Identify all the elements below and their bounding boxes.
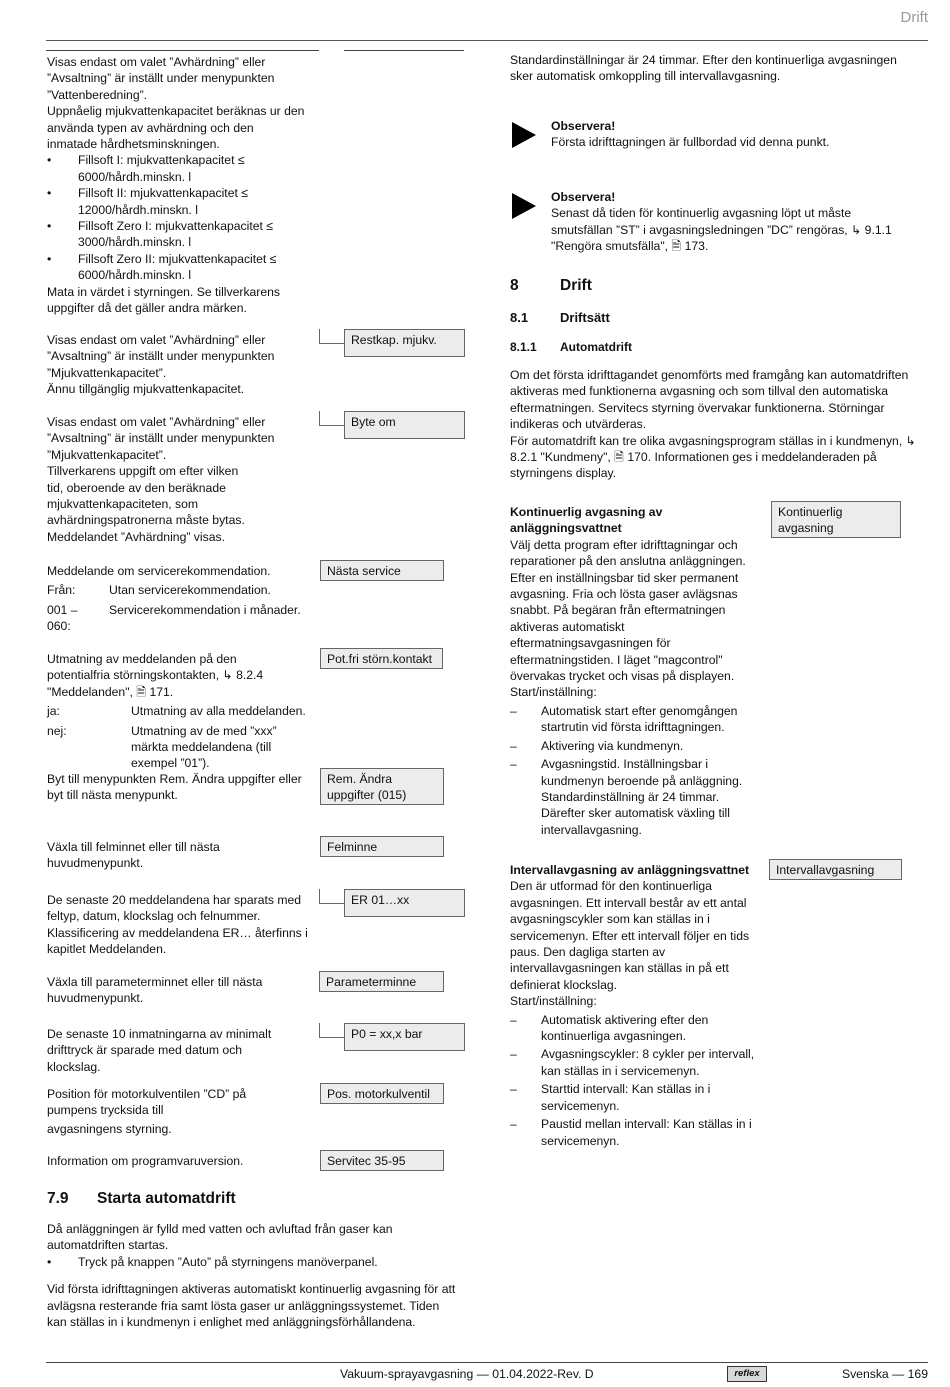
term: Från: [47,583,76,598]
list-item: – Avgasningscykler: 8 cykler per intervall, kan ställas in i servicemenyn. [510,1047,755,1078]
block-fault-memory [47,839,267,872]
menu-box-next-service: Nästa service [320,560,444,581]
list-item: • Fillsoft Zero I: mjukvattenkapacitet ≤ 3000/hårdh.minskn. l [47,219,273,250]
paragraph: De senaste 20 meddelandena har sparats med feltyp, datum, klockslag och felnummer. [47,893,302,924]
paragraph: Då anläggningen är fylld med vatten och avluftad från gaser kan automatdriften startas. [47,1222,393,1253]
menu-box-motor-valve: Pos. motorkulventil [320,1083,444,1104]
paragraph: Uppnåelig mjukvattenkapacitet beräknas ur den använda typen av avhärdning och den inmatade hårdhetsminskningen. [47,104,305,152]
menu-box-replace: Byte om [344,411,465,439]
paragraph: Ännu tillgänglig mjukvattenkapacitet. [47,382,245,397]
paragraph: Den är utformad för den kontinuerliga avgasningen. Ett intervall består av ett antal avgasningscykler som kan ställas in i servicemenyn. Efter ett intervall följer en tids paus. Den dagliga starten av intervallavgasningen kan ställas in på ett definierat klockslag. [510,879,750,992]
paragraph: För automatdrift kan tre olika avgasningsprogram ställas in i kundmenyn, ↳ 8.2.1 "Kundmeny", 🗎 170. Informationen ges i meddelanderaden på styrningens display. [510,433,916,481]
definition: Utmatning av de med ”xxx” märkta meddelandena (till exempel ”01”). [131,723,277,771]
paragraph: Position för motorkulventilen ”CD” på pumpens trycksida till [47,1087,247,1118]
header-rule [46,40,928,41]
footer-rule [46,1362,928,1363]
list-item: – Automatisk aktivering efter den kontinuerliga avgasningen. [510,1012,709,1044]
block-rest-capacity [47,332,287,398]
paragraph: Meddelandet ”Avhärdning” visas. [47,529,225,544]
paragraph: Om det första idrifttagandet genomförts med framgång kan automatdriften aktiveras med funktionerna avgasning och som tillval den automatiska eftermatningen. Servitecs styrning övervakar funktionerna. Störningar indikeras och utvärderas. [510,368,909,432]
paragraph: Start/inställning: [510,994,597,1009]
list-item: – Paustid mellan intervall: Kan ställas in i servicemenyn. [510,1117,752,1148]
brand-logo: reflex [727,1366,767,1382]
paragraph: Utmatning av meddelanden på den potentialfria störningskontakten, ↳ 8.2.4 "Meddelanden", 🗎 171. [47,652,264,699]
paragraph: Byt till menypunkten Rem. Ändra uppgifter eller byt till nästa menypunkt. [47,772,302,803]
footer-language-page: Svenska — 169 [841,1367,928,1381]
paragraph: Växla till parameterminnet eller till nästa huvudmenypunkt. [47,975,263,1006]
term: nej: [47,723,67,738]
section-heading-8-1-1: 8.1.1 Automatdrift [510,340,632,354]
block-replace [47,414,287,545]
section-header-title: Drift [900,9,928,26]
block-next-service [47,563,307,635]
note-box [551,118,911,151]
paragraph: Tillverkarens uppgift om efter vilken tid, oberoende av den beräknade mjukvattenkapaciteten, som avhärdningspatronerna måste bytas. [47,464,245,528]
paragraph: Meddelande om servicerekommendation. [47,564,271,578]
section-heading-8-1: 8.1 Driftsätt [510,310,610,325]
menu-connector [319,411,346,426]
paragraph: Vid första idrifttagningen aktiveras automatiskt kontinuerlig avgasning för att avlägsna resterande fria samt lösta gaser ur anläggningssystemet. Tiden kan ställas in i kundmenyn i enlighet med anläggningsförhållandena. [47,1282,456,1330]
definition: Utan servicerekommendation. [109,583,271,598]
list-item: – Avgasningstid. Inställningsbar i kundmenyn beroende på anläggning. Standardinställning är 24 timmar. Därefter sker automatisk växling till intervallavgasning. [510,757,743,837]
left-text-rule [46,50,319,51]
block-error-list [47,892,309,958]
block-parameter-memory [47,974,267,1007]
interval-degassing-block [510,862,755,1149]
subheading: Intervallavgasning av anläggningsvattnet [510,863,750,877]
subheading: Kontinuerlig avgasning av anläggningsvattnet [510,505,663,536]
section-heading-8: 8 Drift [510,277,592,294]
block-motor-valve [47,1086,297,1137]
menu-box-fault-memory: Felminne [320,836,444,857]
list-item: • Tryck på knappen ”Auto” på styrningens manöverpanel. [47,1254,378,1269]
paragraph: Visas endast om valet ”Avhärdning” eller ”Avsaltning” är inställt under menypunkten ”Mjukvattenkapacitet”. [47,333,275,380]
list-item: – Aktivering via kundmenyn. [510,738,684,753]
paragraph: Standardinställningar är 24 timmar. Efter den kontinuerliga avgasningen sker automatisk omkoppling till intervallavgasning. [510,53,897,84]
paragraph: Välj detta program efter idrifttagningar och reparationer på den anslutna anläggningen. Efter en inställningsbar tid sker permanent avgasning. Fria och lösta gaser avlägsnas snabbt. På begäran från eftermatningen aktiveras automatiskt eftermatningsavgasningen för eftermatningstiden. I läget "magcontrol" övervakas trycket och visas på displayen. [510,537,746,684]
menu-box-parameter-memory: Parameterminne [319,971,444,992]
note-title: Observera! [551,190,616,204]
menu-connector [319,1023,346,1038]
note-box [551,189,916,255]
list-item: • Fillsoft II: mjukvattenkapacitet ≤ 12000/hårdh.minskn. l [47,186,248,217]
left-box-rule [344,50,464,51]
term: 001 – 060: [47,602,78,634]
menu-box-continuous-degassing: Kontinuerlig avgasning [771,501,901,538]
note-title: Observera! [551,119,616,133]
list-item: • Fillsoft Zero II: mjukvattenkapacitet ≤ 6000/hårdh.minskn. l [47,251,277,283]
menu-box-error-list: ER 01…xx [344,889,465,917]
note-text: Senast då tiden för kontinuerlig avgasning löpt ut måste smutsfällan ”ST” i avgasningsledningen ”DC” rengöras, ↳ 9.1.1 "Rengöra smutsfälla", 🗎 173. [551,206,892,254]
menu-box-pressure-log: P0 = xx,x bar [344,1023,465,1051]
warning-arrow-icon [512,122,536,148]
block-softwater-capacity [47,54,307,317]
block-pressure-log [47,1026,297,1075]
menu-box-fault-contact: Pot.fri störn.kontakt [320,648,443,669]
footer-document-title: Vakuum-sprayavgasning — 01.04.2022-Rev. D [340,1367,594,1381]
list-item: – Automatisk start efter genomgången startrutin vid första idrifttagningen. [510,703,738,735]
paragraph: Information om programvaruversion. [47,1154,244,1168]
section-heading-7-9: 7.9 Starta automatdrift [47,1190,236,1207]
menu-box-rem-change: Rem. Ändra uppgifter (015) [320,768,444,805]
continuous-degassing-block [510,504,750,838]
paragraph: Klassificering av meddelandena ER… återfinns i kapitlet Meddelanden. [47,925,308,957]
automatic-mode-intro [510,367,922,482]
block-rem-change [47,771,302,804]
note-text: Första idrifttagningen är fullbordad vid denna punkt. [551,135,830,150]
menu-box-interval-degassing: Intervallavgasning [769,859,902,880]
block-software-version [47,1153,307,1169]
paragraph: Visas endast om valet ”Avhärdning” eller ”Avsaltning” är inställt under menypunkten ”Mjukvattenkapacitet”. [47,415,275,462]
paragraph: avgasningens styrning. [47,1121,172,1136]
paragraph: Start/inställning: [510,685,597,700]
menu-box-rest-capacity: Restkap. mjukv. [344,329,465,357]
block-fault-contact [47,651,311,772]
warning-arrow-icon [512,193,536,219]
menu-box-software-version: Servitec 35-95 [320,1150,444,1171]
menu-connector [319,329,346,344]
section-7-9-body [47,1221,462,1330]
list-item: • Fillsoft I: mjukvattenkapacitet ≤ 6000/hårdh.minskn. l [47,153,245,184]
definition: Utmatning av alla meddelanden. [131,704,306,719]
paragraph: De senaste 10 inmatningarna av minimalt drifttryck är sparade med datum och klockslag. [47,1027,272,1074]
definition: Servicerekommendation i månader. [109,602,301,617]
paragraph: Växla till felminnet eller till nästa huvudmenypunkt. [47,840,220,871]
list-item: – Starttid intervall: Kan ställas in i servicemenyn. [510,1082,711,1113]
term: ja: [47,704,60,719]
menu-connector [319,889,346,904]
paragraph: Mata in värdet i styrningen. Se tillverkarens uppgifter då det gäller andra märken. [47,284,281,316]
paragraph: Visas endast om valet ”Avhärdning” eller ”Avsaltning” är inställt under menypunkten ”Vattenberedning”. [47,55,275,102]
